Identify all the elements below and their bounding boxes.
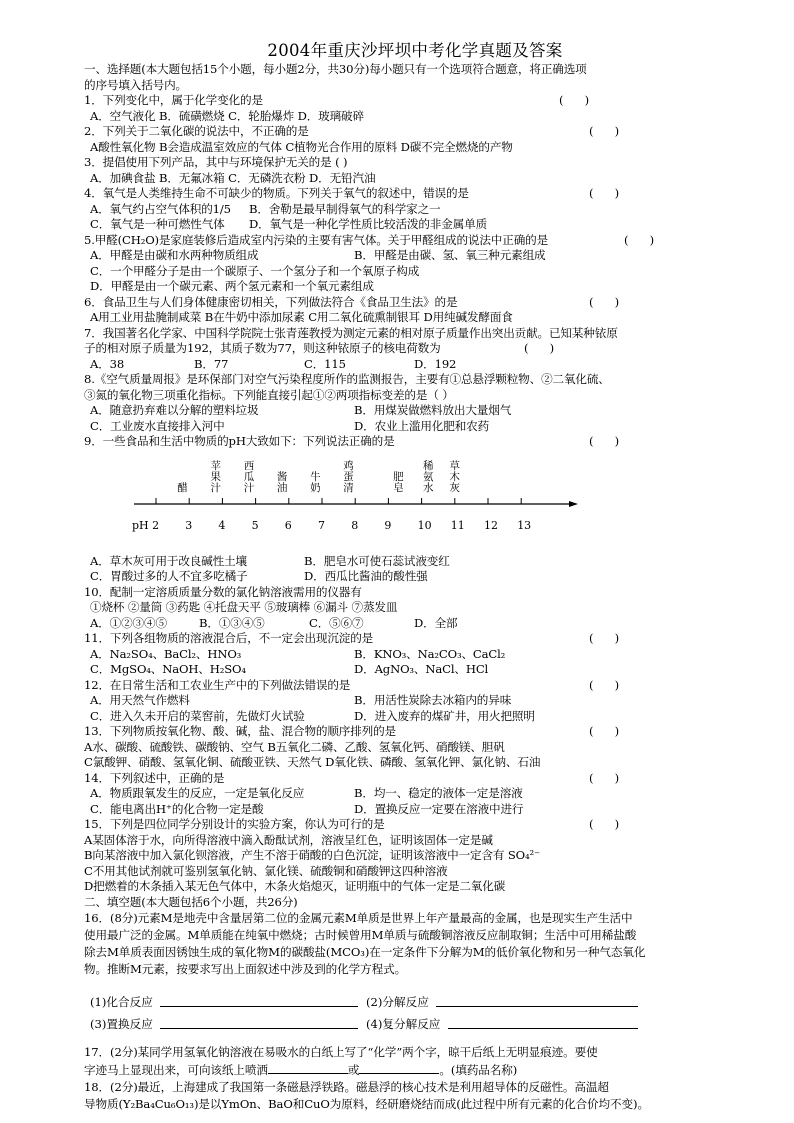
q9-options-ab xyxy=(84,554,740,570)
ph-tick-label: 9 xyxy=(384,518,392,532)
q16-answer-line-1[interactable] xyxy=(160,1006,358,1007)
q12-options-cd xyxy=(84,709,740,725)
question-8-line1: 8.《空气质量周报》是环保部门对空气污染程度所作的监测报告，主要有①总悬浮颗粒物、②二氧化硫、 xyxy=(84,372,610,386)
q14-option-c: C．能电离出H⁺的化合物一定是酸 xyxy=(90,801,264,816)
q16-line1: 16．(8分)元素M是地壳中含量居第二位的金属元素M单质是世界上年产量最高的金属，也是现实生产生活中 xyxy=(84,911,633,925)
q3-options: A．加碘食盐 B．无氟冰箱 C．无磷洗衣粉 D．无铅汽油 xyxy=(90,170,376,185)
q9-option-d: D．西瓜比酱油的酸性强 xyxy=(304,569,428,583)
q5-option-b: B．甲醛是由碳、氢、氧三种元素组成 xyxy=(354,248,546,262)
q16-fill-row-2 xyxy=(88,1014,740,1036)
q16-answer-line-3[interactable] xyxy=(160,1028,358,1029)
q17-answer-blank-1[interactable] xyxy=(268,1061,348,1074)
question-12 xyxy=(84,678,740,694)
q6-stem: 6．食品卫生与人们身体健康密切相关，下列做法符合《食品卫生法》的是 xyxy=(84,294,458,309)
q17-line1: 17．(2分)某同学用氢氧化钠溶液在易吸水的白纸上写了“化学”两个字，晾干后纸上无明显痕迹。要使 xyxy=(84,1045,598,1059)
exam-page xyxy=(84,40,740,1113)
q17-line2 xyxy=(84,1061,740,1079)
q8-option-c: C．工业废水直接排入河中 xyxy=(90,418,225,433)
q15-stem: 15．下列是四位同学分别设计的实验方案，你认为可行的是 xyxy=(84,817,385,831)
q18-line1: 18．(2分)最近，上海建成了我国第一条磁悬浮铁路。磁悬浮的核心技术是利用超导体的反磁性。高温超 xyxy=(84,1080,609,1094)
q14-answer-bracket: ( ) xyxy=(589,770,619,785)
q18-line2: 导物质(Y₂Ba₄Cu₆O₁₃)是以YmOn、BaO和CuO为原料，经研磨烧结而成(此过程中所有元素的化合价均不变)。 xyxy=(84,1097,649,1111)
q7-option-b: B．77 xyxy=(194,356,229,371)
q12-option-c: C．进入久未开启的菜窖前，先做灯火试验 xyxy=(90,708,305,723)
q17-text-c: 。(填药品名称) xyxy=(439,1063,518,1077)
q4-answer-bracket: ( ) xyxy=(589,186,619,200)
q5-option-c: C．一个甲醛分子是由一个碳原子、一个氢分子和一个氧原子构成 xyxy=(90,263,420,278)
section2-heading: 二、填空题(本大题包括6个小题，共26分) xyxy=(84,894,298,909)
q8-option-b: B．用煤炭做燃料放出大量烟气 xyxy=(354,403,512,417)
section1-heading: 一、选择题(本大题包括15个小题，每小题2分，共30分)每小题只有一个选项符合题意，将正确选项 xyxy=(84,62,587,76)
q5-answer-bracket: ( ) xyxy=(624,232,654,247)
q4-stem: 4．氧气是人类维持生命不可缺少的物质。下列关于氧气的叙述中，错误的是 xyxy=(84,186,469,200)
q13-stem: 13．下列物质按氧化物、酸、碱，盐、混合物的顺序排列的是 xyxy=(84,724,396,738)
q13-answer-bracket: ( ) xyxy=(589,724,619,738)
question-17 xyxy=(84,1044,740,1079)
q7-options xyxy=(84,357,740,373)
ph-substance-label: 草 木 灰 xyxy=(449,459,461,494)
q10-option-c: C．⑤⑥⑦ xyxy=(309,615,364,630)
question-2 xyxy=(84,124,740,140)
ph-tick-label: 13 xyxy=(517,518,532,532)
q8-option-a: A．随意扔弃难以分解的塑料垃圾 xyxy=(90,403,259,417)
ph-substance-label: 稀 氨 水 xyxy=(422,459,434,494)
q7-option-c: C．115 xyxy=(304,356,346,371)
ph-substance-label: 肥 皂 xyxy=(393,470,404,494)
q9-answer-bracket: ( ) xyxy=(589,434,619,448)
q7-stem: 子的相对原子质量为192，其质子数为77，则这种铱原子的核电荷数为 xyxy=(84,341,441,355)
q11-option-a: A．Na₂SO₄、BaCl₂、HNO₃ xyxy=(90,646,242,661)
q17-text-a: 字迹马上显现出来，可向该纸上喷洒 xyxy=(84,1063,268,1077)
question-9 xyxy=(84,434,740,450)
ph-substance-label: 鸡 蛋 清 xyxy=(343,459,354,494)
q10-items: ①烧杯 ②量筒 ③药匙 ④托盘天平 ⑤玻璃棒 ⑥漏斗 ⑦蒸发皿 xyxy=(90,600,398,614)
question-14 xyxy=(84,771,740,787)
q11-option-c: C．MgSO₄、NaOH、H₂SO₄ xyxy=(90,662,246,676)
q9-stem: 9．一些食品和生活中物质的pH大致如下：下列说法正确的是 xyxy=(84,434,395,448)
ph-tick-label: 3 xyxy=(185,518,193,532)
q12-option-a: A．用天然气作燃料 xyxy=(90,693,190,707)
q8-options-ab xyxy=(84,403,740,419)
q16-fill-label-1: (1)化合反应 xyxy=(90,995,153,1009)
q14-options-ab xyxy=(84,786,740,802)
q1-options: A．空气液化 B．硫磺燃烧 C．轮胎爆炸 D．玻璃破碎 xyxy=(90,108,364,123)
q9-option-c: C．胃酸过多的人不宜多吃橘子 xyxy=(90,569,248,583)
q16-line3: 除去M单质表面因锈蚀生成的氧化物M的碳酸盐(MCO₃)在一定条件下分解为M的低价氧化物和另一种气态氧化 xyxy=(84,945,646,959)
ph-tick-label: 5 xyxy=(251,518,259,532)
q16-line4: 物。推断M元素，按要求写出上面叙述中涉及到的化学方程式。 xyxy=(84,962,407,976)
q11-options-cd xyxy=(84,662,740,678)
q11-option-d: D．AgNO₃、NaCl、HCl xyxy=(354,662,489,676)
question-16 xyxy=(84,910,740,978)
ph-axis-label: pH 2 xyxy=(132,518,160,532)
q17-text-b: 或 xyxy=(347,1063,360,1077)
q2-options: A酸性氧化物 B会造成温室效应的气体 C植物光合作用的原料 D碳不完全燃烧的产物 xyxy=(90,139,513,154)
q15-option-b: B向某溶液中加入氯化钡溶液，产生不溶于硝酸的白色沉淀，证明该溶液中一定含有 SO₄²⁻ xyxy=(84,848,540,862)
q15-option-a: A某固体溶于水，向所得溶液中滴入酚酞试剂，溶液呈红色，证明该固体一定是碱 xyxy=(84,832,493,847)
q2-stem: 2．下列关于二氧化碳的说法中，不正确的是 xyxy=(84,124,309,138)
q4-option-c: C．氧气是一种可燃性气体 xyxy=(90,217,225,231)
q7-option-a: A．38 xyxy=(90,356,125,371)
ph-tick-label: 7 xyxy=(318,518,325,532)
q8-options-cd xyxy=(84,419,740,435)
q14-option-a: A．物质跟氧发生的反应，一定是氧化反应 xyxy=(90,786,305,800)
q16-fill-label-4: (4)复分解反应 xyxy=(366,1017,441,1031)
question-13 xyxy=(84,724,740,740)
page-title: 2004年重庆沙坪坝中考化学真题及答案 xyxy=(267,41,563,60)
ph-substance-label: 牛 奶 xyxy=(310,470,321,494)
question-8-line2: ③氮的氧化物三项重化指标。下列能直接引起①②两项指标变差的是（ ） xyxy=(84,387,454,402)
ph-scale-axis xyxy=(84,450,740,554)
q2-answer-bracket: ( ) xyxy=(589,124,619,138)
ph-substance-label: 西 瓜 汁 xyxy=(243,459,255,494)
q16-fill-label-3: (3)置换反应 xyxy=(90,1017,153,1031)
q9-option-a: A．草木灰可用于改良碱性土壤 xyxy=(90,553,247,568)
ph-tick-label: 8 xyxy=(351,518,359,532)
q7-answer-bracket: ( ) xyxy=(524,341,554,355)
q12-stem: 12．在日常生活和工农业生产中的下列做法错误的是 xyxy=(84,677,351,692)
ph-axis-arrow xyxy=(569,501,578,507)
question-3: 3．提倡使用下列产品，其中与环境保护无关的是 ( ) xyxy=(84,155,348,169)
ph-tick-label: 12 xyxy=(484,518,498,532)
q15-answer-bracket: ( ) xyxy=(589,817,619,831)
q10-options xyxy=(84,616,740,632)
q4-options-cd xyxy=(84,217,740,233)
q5-options-ab xyxy=(84,248,740,264)
question-15 xyxy=(84,817,740,833)
section1-heading-cont: 的序号填入括号内。 xyxy=(84,77,187,92)
q4-option-b: B．舍勒是最早制得氧气的科学家之一 xyxy=(249,201,441,216)
q14-option-d: D．置换反应一定要在溶液中进行 xyxy=(354,801,524,816)
q14-stem: 14．下列叙述中，正确的是 xyxy=(84,770,225,785)
q11-stem: 11．下列各组物质的溶液混合后，不一定会出现沉淀的是 xyxy=(84,631,374,645)
q12-option-b: B．用活性炭除去冰箱内的异味 xyxy=(354,693,512,707)
q11-answer-bracket: ( ) xyxy=(589,631,619,645)
q4-option-a: A．氧气约占空气体积的1/5 xyxy=(90,201,231,216)
q5-option-d: D．甲醛是由一个碳元素、两个氢元素和一个氧元素组成 xyxy=(90,279,374,293)
ph-tick-label: 11 xyxy=(450,518,465,532)
q16-line2: 使用最广泛的金属。M单质能在纯氧中燃烧；古时候曾用M单质与硫酸铜溶液反应制取铜；生活中可用稀盐酸 xyxy=(84,928,637,942)
q16-answer-line-2[interactable] xyxy=(436,1006,638,1007)
question-18 xyxy=(84,1079,740,1113)
q7-option-d: D．192 xyxy=(414,356,457,371)
q5-stem: 5.甲醛(CH₂O)是家庭装修后造成室内污染的主要有害气体。关于甲醛组成的说法中正确的是 xyxy=(84,232,549,247)
q14-option-b: B．均一、稳定的液体一定是溶液 xyxy=(354,786,523,800)
q16-fill-row-1 xyxy=(88,992,740,1014)
q12-answer-bracket: ( ) xyxy=(589,677,619,692)
q8-option-d: D．农业上滥用化肥和农药 xyxy=(354,418,490,433)
q6-answer-bracket: ( ) xyxy=(589,294,619,309)
ph-scale-figure xyxy=(84,450,740,554)
q10-option-d: D．全部 xyxy=(414,615,458,630)
q15-option-d: D把燃着的木条插入某无色气体中，木条火焰熄灭，证明瓶中的气体一定是二氧化碳 xyxy=(84,879,506,893)
q5-option-a: A．甲醛是由碳和水两种物质组成 xyxy=(90,248,259,262)
q10-option-a: A．①②③④⑤ xyxy=(90,615,167,630)
q1-stem: 1．下列变化中，属于化学变化的是 xyxy=(84,93,263,107)
q6-options: A用工业用盐腌制咸菜 B在牛奶中添加尿素 C用二氧化硫熏制银耳 D用纯碱发酵面食 xyxy=(90,310,513,324)
q9-option-b: B．肥皂水可使石蕊试液变红 xyxy=(304,553,450,568)
ph-tick-label: 4 xyxy=(218,518,226,532)
q16-fill-label-2: (2)分解反应 xyxy=(366,995,429,1009)
q11-options-ab xyxy=(84,647,740,663)
q4-options-ab xyxy=(84,202,740,218)
q10-option-b: B．①③④⑤ xyxy=(199,615,265,630)
ph-substance-label: 醋 xyxy=(177,481,188,494)
question-11 xyxy=(84,631,740,647)
question-10: 10．配制一定溶质质量分数的氯化钠溶液需用的仪器有 xyxy=(84,584,362,599)
q12-options-ab xyxy=(84,693,740,709)
q13-options-line1: A水、碳酸、硫酸铁、碳酸钠、空气 B五氧化二磷、乙酸、氢氧化钙、硝酸镁、胆矾 xyxy=(84,739,505,754)
question-5 xyxy=(84,233,740,249)
ph-substance-label: 酱 油 xyxy=(276,470,288,494)
question-7-line1: 7．我国著名化学家、中国科学院院士张青莲教授为测定元素的相对原子质量作出突出贡献。已知某种铱原 xyxy=(84,325,618,340)
q17-answer-blank-2[interactable] xyxy=(359,1061,439,1074)
q14-options-cd xyxy=(84,802,740,818)
q4-option-d: D．氧气是一种化学性质比较活泼的非金属单质 xyxy=(249,217,488,231)
q1-answer-bracket: ( ) xyxy=(559,93,589,107)
q13-options-line2: C氯酸钾、硝酸、氢氧化铜、硫酸亚铁、天然气 D氧化铁、磷酸、氢氧化钾、氯化钠、石油 xyxy=(84,755,541,769)
q16-answer-line-4[interactable] xyxy=(448,1028,638,1029)
question-1 xyxy=(84,93,740,109)
q12-option-d: D．进入废弃的煤矿井，用火把照明 xyxy=(354,708,535,723)
question-4 xyxy=(84,186,740,202)
question-7-line2 xyxy=(84,341,740,357)
q9-options-cd xyxy=(84,569,740,585)
q15-option-c: C不用其他试剂就可鉴别氢氧化钠、氯化镁、硫酸铜和硝酸钾这四种溶液 xyxy=(84,863,448,878)
ph-substance-label: 苹 果 汁 xyxy=(210,459,221,494)
q11-option-b: B．KNO₃、Na₂CO₃、CaCl₂ xyxy=(354,646,506,661)
ph-tick-label: 10 xyxy=(417,518,432,532)
question-6 xyxy=(84,295,740,311)
ph-tick-label: 6 xyxy=(284,518,292,532)
